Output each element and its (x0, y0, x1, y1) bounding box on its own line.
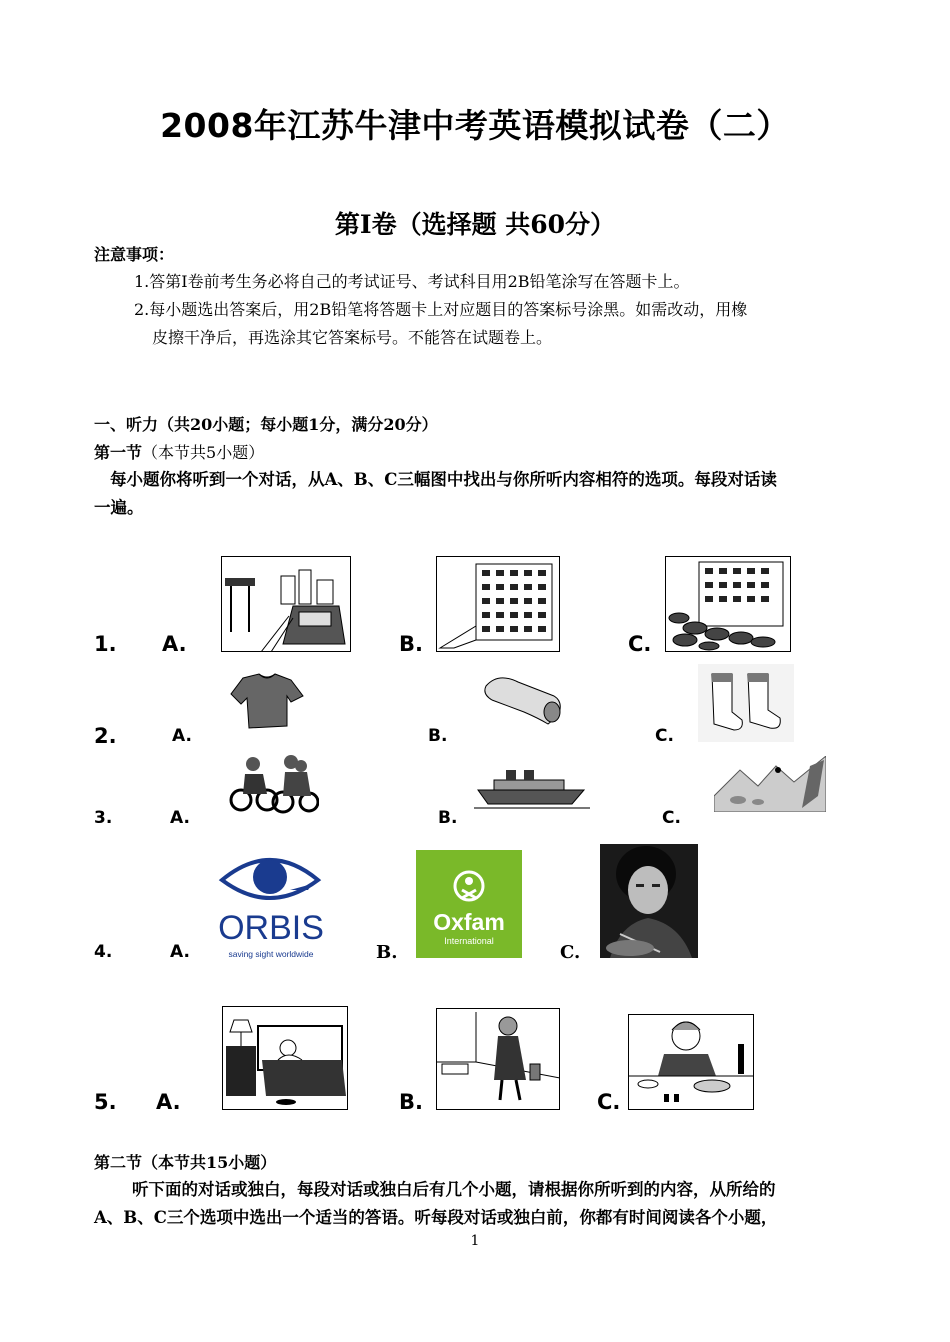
option-label-b: B. (399, 632, 423, 656)
train-station-picture (221, 556, 351, 652)
option-label-a: A. (170, 942, 190, 962)
woman-eating-picture (628, 1014, 754, 1110)
socks-picture (698, 664, 794, 742)
child-photo (600, 844, 698, 958)
question-number: 2. (94, 724, 117, 748)
scarf-picture (478, 666, 570, 728)
option-label-a: A. (172, 726, 192, 746)
t-shirt-picture (225, 670, 309, 732)
option-label-a: A. (156, 1090, 181, 1114)
oxfam-logo-name: Oxfam (433, 909, 505, 935)
option-label-a: A. (162, 632, 187, 656)
woman-walking-picture (436, 1008, 560, 1110)
section2-line-1: 听下面的对话或独白，每段对话或独白后有几个小题，请根据你所听到的内容，从所给的 (132, 1180, 776, 1199)
page-number: 1 (470, 1233, 480, 1249)
option-label-c: C. (655, 726, 674, 746)
option-label-c: C. (628, 632, 652, 656)
orbis-logo-name: ORBIS (218, 909, 324, 947)
section2-line-2: A、B、C三个选项中选出一个适当的答语。听每段对话或独白前，你都有时间阅读各个小题， (94, 1208, 778, 1227)
question-number: 5. (94, 1090, 117, 1114)
motorcycles-picture (227, 752, 319, 814)
section1-heading (94, 440, 264, 463)
question-number: 3. (94, 808, 113, 828)
mountain-hiking-picture (714, 756, 826, 812)
notice-item-1: 1.答第Ⅰ卷前考生务必将自己的考试证号、考试科目用2B铅笔涂写在答题卡上。 (134, 272, 690, 291)
option-label-c: C. (560, 942, 581, 963)
option-label-c: C. (597, 1090, 621, 1114)
orbis-logo (216, 850, 326, 962)
section2-heading: 第二节（本节共15小题） (94, 1153, 277, 1172)
section1-instruction-line-1: 每小题你将听到一个对话，从A、B、C三幅图中找出与你所听内容相符的选项。每段对话读 (110, 470, 777, 489)
ship-picture (474, 764, 590, 810)
option-label-b: B. (438, 808, 458, 828)
question-number: 4. (94, 942, 113, 962)
notice-heading: 注意事项： (94, 245, 175, 264)
oxfam-logo-sub: International (444, 936, 494, 946)
option-label-a: A. (170, 808, 190, 828)
section1-instruction-line-2: 一遍。 (94, 498, 144, 517)
page-subtitle: 第Ⅰ卷（选择题 共60分） (334, 210, 616, 239)
orbis-logo-tagline: saving sight worldwide (228, 949, 314, 959)
bedroom-picture (222, 1006, 348, 1110)
option-label-b: B. (376, 942, 398, 963)
oxfam-logo (416, 850, 522, 958)
building-picture (436, 556, 560, 652)
page-title: 2008年江苏牛津中考英语模拟试卷（二） (160, 106, 790, 145)
part1-heading: 一、听力（共20小题；每小题1分，满分20分） (94, 415, 438, 434)
notice-item-2-line-1: 2.每小题选出答案后，用2B铅笔将答题卡上对应题目的答案标号涂黑。如需改动，用橡 (134, 300, 748, 319)
option-label-b: B. (399, 1090, 423, 1114)
question-number: 1. (94, 632, 117, 656)
option-label-c: C. (662, 808, 681, 828)
option-label-b: B. (428, 726, 448, 746)
notice-item-2-line-2: 皮擦干净后，再选涂其它答案标号。不能答在试题卷上。 (152, 328, 553, 347)
section1-label: 第一节 (94, 443, 143, 462)
section1-note: （本节共5小题） (142, 443, 265, 462)
building-with-cars-picture (665, 556, 791, 652)
